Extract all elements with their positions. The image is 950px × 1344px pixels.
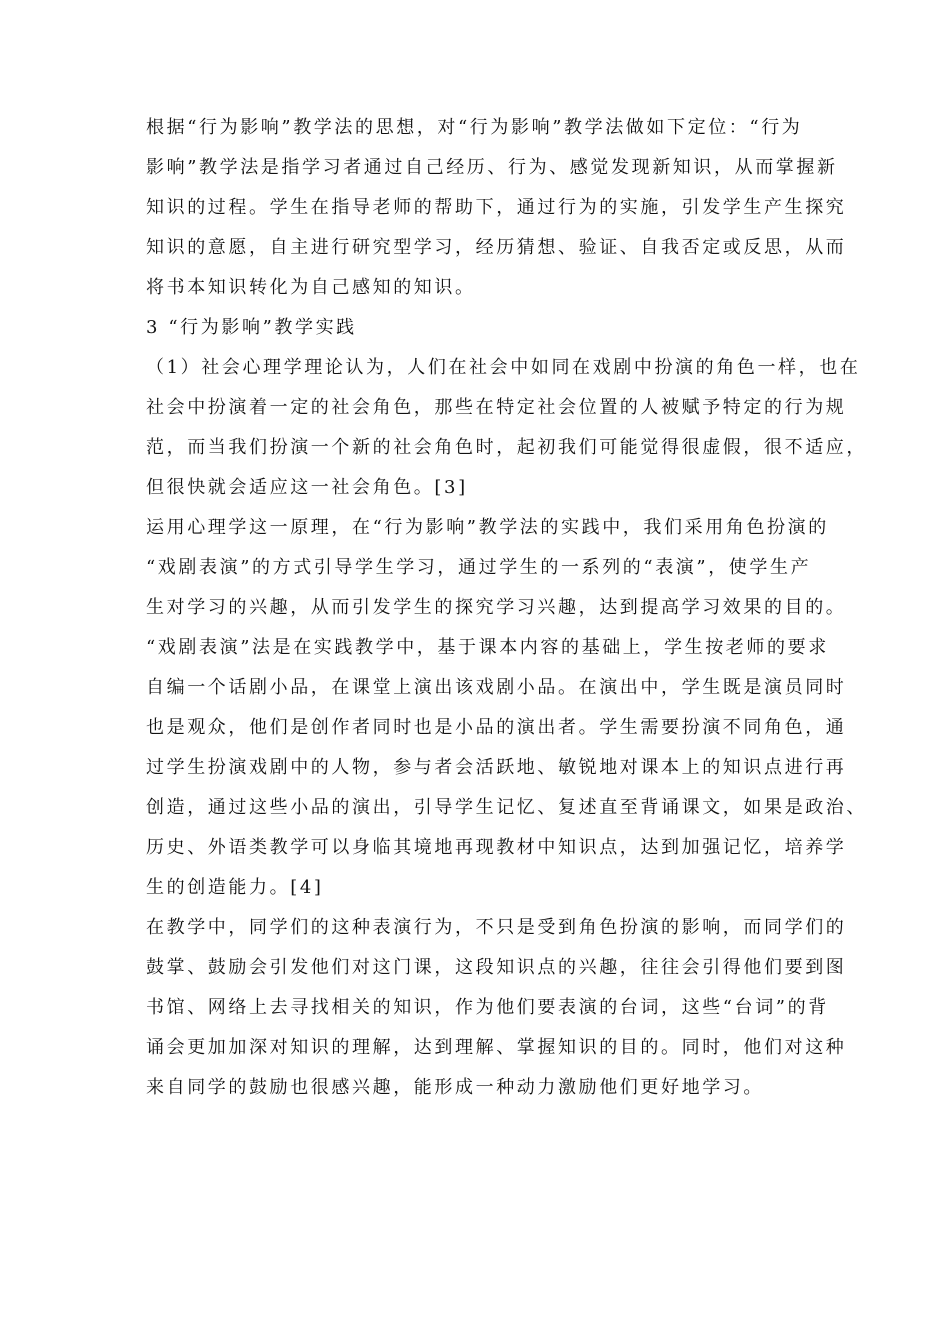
text-line: 历史、外语类教学可以身临其境地再现教材中知识点，达到加强记忆，培养学	[146, 837, 847, 858]
text-line: 运用心理学这一原理，在“行为影响”教学法的实践中，我们采用角色扮演的	[146, 517, 829, 538]
text-line: 自编一个话剧小品，在课堂上演出该戏剧小品。在演出中，学生既是演员同时	[146, 677, 847, 698]
text-line: 生对学习的兴趣，从而引发学生的探究学习兴趣，达到提高学习效果的目的。	[146, 597, 847, 618]
text-line: 生的创造能力。[4]	[146, 877, 324, 898]
text-line: 范，而当我们扮演一个新的社会角色时，起初我们可能觉得很虚假，很不适应，	[146, 437, 867, 458]
text-line: “戏剧表演”法是在实践教学中，基于课本内容的基础上，学生按老师的要求	[146, 637, 829, 658]
paragraph-theory	[146, 348, 867, 508]
text-line: 知识的过程。学生在指导老师的帮助下，通过行为的实施，引发学生产生探究	[146, 197, 847, 218]
text-line: 鼓掌、鼓励会引发他们对这门课，这段知识点的兴趣，往往会引得他们要到图	[146, 957, 847, 978]
text-line: 创造，通过这些小品的演出，引导学生记忆、复述直至背诵课文，如果是政治、	[146, 797, 867, 818]
text-line: “戏剧表演”的方式引导学生学习，通过学生的一系列的“表演”，使学生产	[146, 557, 812, 578]
text-line: 但很快就会适应这一社会角色。[3]	[146, 477, 468, 498]
text-line: 书馆、网络上去寻找相关的知识，作为他们要表演的台词，这些“台词”的背	[146, 997, 829, 1018]
text-line: 诵会更加加深对知识的理解，达到理解、掌握知识的目的。同时，他们对这种	[146, 1037, 847, 1058]
paragraph-definition	[146, 108, 847, 308]
text-line: （1）社会心理学理论认为，人们在社会中如同在戏剧中扮演的角色一样，也在	[146, 357, 861, 378]
section-heading-text: 3 “行为影响”教学实践	[146, 317, 357, 338]
text-line: 将书本知识转化为自己感知的知识。	[146, 277, 476, 298]
paragraph-application	[146, 508, 847, 628]
document-body	[146, 108, 867, 1108]
text-line: 根据“行为影响”教学法的思想，对“行为影响”教学法做如下定位：“行为	[146, 117, 803, 138]
text-line: 影响”教学法是指学习者通过自己经历、行为、感觉发现新知识，从而掌握新	[146, 157, 838, 178]
paragraph-performance	[146, 908, 847, 1108]
text-line: 知识的意愿，自主进行研究型学习，经历猜想、验证、自我否定或反思，从而	[146, 237, 847, 258]
section-heading	[146, 308, 806, 348]
paragraph-drama-method	[146, 628, 867, 908]
text-line: 在教学中，同学们的这种表演行为，不只是受到角色扮演的影响，而同学们的	[146, 917, 847, 938]
text-line: 也是观众，他们是创作者同时也是小品的演出者。学生需要扮演不同角色，通	[146, 717, 847, 738]
text-line: 过学生扮演戏剧中的人物，参与者会活跃地、敏锐地对课本上的知识点进行再	[146, 757, 847, 778]
text-line: 来自同学的鼓励也很感兴趣，能形成一种动力激励他们更好地学习。	[146, 1077, 764, 1098]
text-line: 社会中扮演着一定的社会角色，那些在特定社会位置的人被赋予特定的行为规	[146, 397, 847, 418]
